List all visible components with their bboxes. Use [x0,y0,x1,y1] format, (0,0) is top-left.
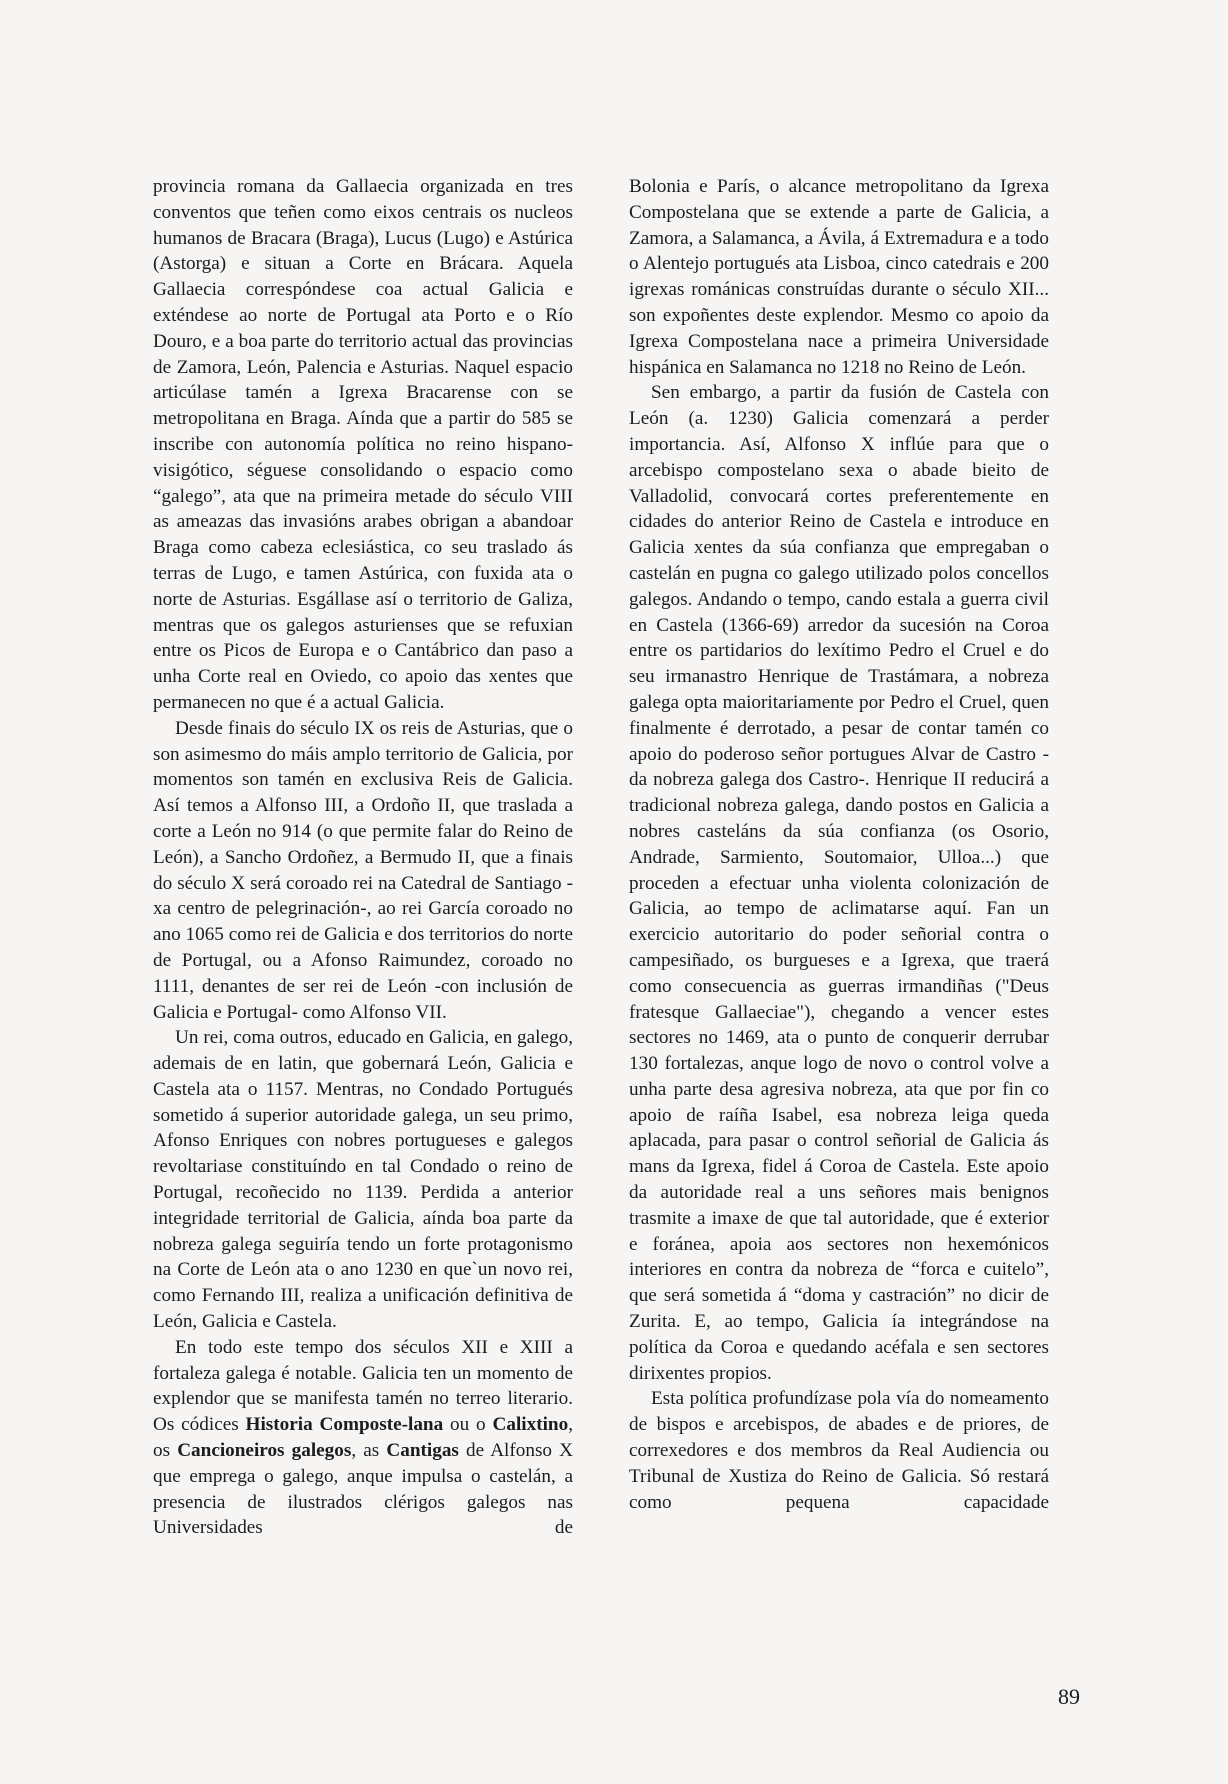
left-paragraph-4 [153,1335,573,1541]
paragraph-text: , as [351,1440,387,1462]
paragraph-text: ou o [443,1414,493,1436]
bold-title-historia-compostelana: Historia Composte-lana [245,1414,444,1436]
bold-title-cancioneiros: Cancioneiros galegos [177,1440,352,1462]
left-paragraph-1: provincia romana da Gallaecia organizada en tres conventos que teñen como eixos centrais os nucleos humanos de Bracara (Braga), Lucus (Lugo) e Astúrica (Astorga) e situan a Corte en Brácara. Aquela Gallaecia correspóndese coa actual Galicia e exténdese ao norte de Portugal ata Porto e o Río Douro, e a boa parte do territorio actual das provincias de Zamora, León, Palencia e Asturias. Naquel espacio articúlase tamén a Igrexa Bracarense con se metropolitana en Braga. Aínda que a partir do 585 se inscribe con autonomía política no reino hispano-visigótico, séguese consolidando o espacio como “galego”, ata que na primeira metade do século VIII as ameazas das invasións arabes obrigan a abandoar Braga como cabeza eclesiástica, co seu traslado ás terras de Lugo, e tamen Astúrica, con fuxida ata o norte de Asturias. Esgállase así o territorio de Galiza, mentras que os galegos asturienses que se refuxian entre os Picos de Europa e o Cantábrico dan paso a unha Corte real en Oviedo, co apoio das xentes que permanecen no que é a actual Galicia. [153,176,573,713]
left-column [153,174,573,1541]
right-paragraph-2: Sen embargo, a partir da fusión de Castela con León (a. 1230) Galicia comenzará a perder importancia. Así, Alfonso X inflúe para que o arcebispo compostelano sexa o abade bieito de Valladolid, convocará cortes preferentemente en cidades do anterior Reino de Castela e introduce en Galicia xentes da súa confianza que empregaban o castelán en pugna co galego utilizado polos concellos galegos. Andando o tempo, cando estala a guerra civil en Castela (1366-69) arredor da sucesión na Coroa entre os partidarios do lexítimo Pedro el Cruel e do seu irmanastro Henrique de Trastámara, a nobreza galega opta maioritariamente por Pedro el Cruel, quen finalmente é derrotado, a pesar de contar tamén co apoio do poderoso señor portugues Alvar de Castro -da nobreza galega dos Castro-. Henrique II reducirá a tradicional nobreza galega, dando postos en Galicia a nobres casteláns da súa confianza (os Osorio, Andrade, Sarmiento, Soutomaior, Ulloa...) que proceden a efectuar unha violenta colonización de Galicia, ao tempo de aclimatarse aquí. Fan un exercicio autoritario do poder señorial contra o campesiñado, os burgueses e a Igrexa, que traerá como consecuencia as guerras irmandiñas ("Deus fratesque Gallaeciae"), chegando a vencer estes sectores no 1469, ata o punto de conquerir derrubar 130 fortalezas, anque logo de novo o control volve a unha parte desa agresiva nobreza, ata que por fin co apoio de raíña Isabel, esa nobreza leiga queda aplacada, para pasar o control señorial de Galicia ás mans da Igrexa, fidel á Coroa de Castela. Este apoio da autoridade real a uns señores mais benignos trasmite a imaxe de que tal autoridade, que é exterior e foránea, apoia aos sectores non hexemónicos interiores en contra da nobreza de “forca e cuitelo”, que será sometida á “doma y castración” no dicir de Zurita. E, ao tempo, Galicia ía integrándose na política da Coroa e quedando acéfala e sen sectores dirixentes propios. [629,382,1049,1384]
right-paragraph-3: Esta política profundízase pola vía do nomeamento de bispos e arcebispos, de abades e de priores, de correxedores e dos membros da Real Audiencia ou Tribunal de Xustiza do Reino de Galicia. Só restará como pequena capacidade [629,1388,1049,1513]
right-paragraph-1: Bolonia e París, o alcance metropolitano da Igrexa Compostelana que se extende a parte de Galicia, a Zamora, a Salamanca, a Ávila, á Extremadura e a todo o Alentejo portugués ata Lisboa, cinco catedrais e 200 igrexas románicas construídas durante o século XII... son expoñentes deste explendor. Mesmo co apoio da Igrexa Compostelana nace a primeira Universidade hispánica en Salamanca no 1218 no Reino de León. [629,176,1049,378]
paragraph-text: , os [153,1414,573,1462]
paragraph-text: de Alfonso X que emprega o galego, anque impulsa o castelán, a presencia de ilustrados clérigos galegos nas Universidades de [153,1440,574,1539]
page-number: 89 [1058,1684,1080,1709]
left-paragraph-2: Desde finais do século IX os reis de Asturias, que o son asimesmo do máis amplo territorio de Galicia, por momentos son tamén en exclusiva Reis de Galicia. Así temos a Alfonso III, a Ordoño II, que traslada a corte a León no 914 (o que permite falar do Reino de León), a Sancho Ordoñez, a Bermudo II, que a finais do século X será coroado rei na Catedral de Santiago -xa centro de pelegrinación-, ao rei García coroado no ano 1065 como rei de Galicia e dos territorios do norte de Portugal, ou a Afonso Raimundez, coroado no 1111, denantes de ser rei de León -con inclusión de Galicia e Portugal- como Alfonso VII. [153,717,573,1023]
paragraph-text: En todo este tempo dos séculos XII e XIII a fortaleza galega é notable. Galicia ten un momento de explendor que se manifesta tamén no terreo literario. Os códices [153,1336,573,1436]
left-paragraph-3: Un rei, coma outros, educado en Galicia, en galego, ademais de en latin, que gobernará León, Galicia e Castela ata o 1157. Mentras, no Condado Portugués sometido á superior autoridade galega, un seu primo, Afonso Enriques con nobres portugueses e galegos revoltariase constituíndo en tal Condado o reino de Portugal, recoñecido no 1139. Perdida a anterior integridade territorial de Galicia, aínda boa parte da nobreza galega seguiría tendo un forte protagonismo na Corte de León ata o ano 1230 en que`un novo rei, como Fernando III, realiza a unificación definitiva de León, Galicia e Castela. [153,1027,573,1333]
bold-title-calixtino: Calixtino [492,1414,569,1436]
right-column [629,174,1049,1515]
bold-title-cantigas: Cantigas [386,1440,459,1462]
